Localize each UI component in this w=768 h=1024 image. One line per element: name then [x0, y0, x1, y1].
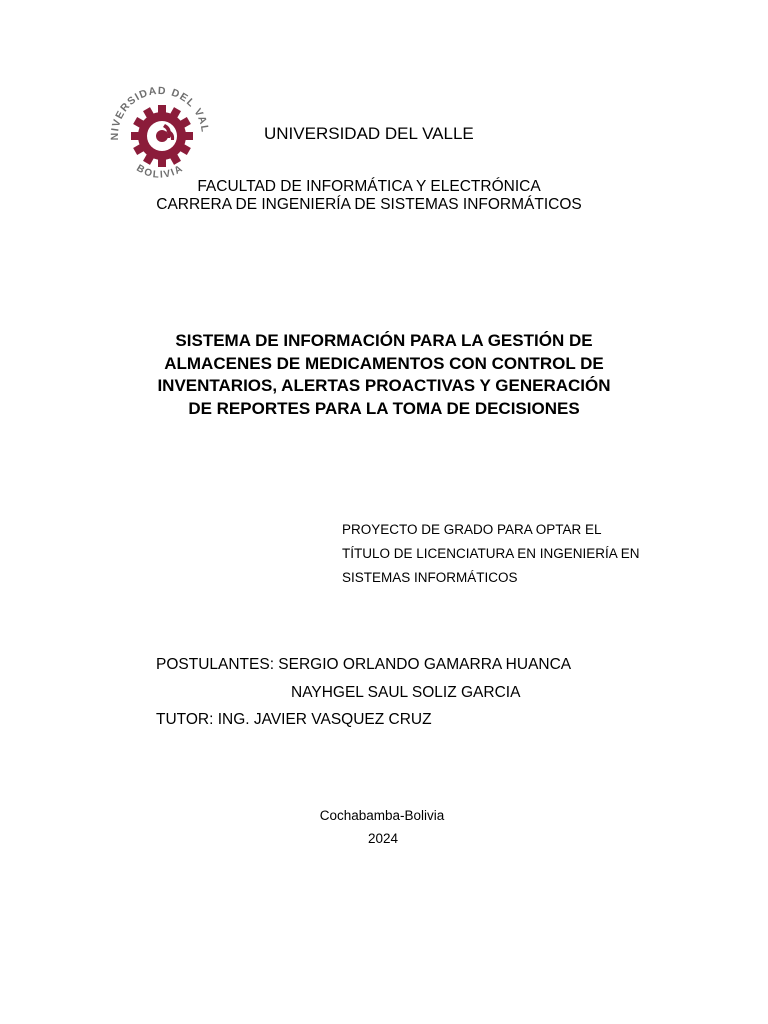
- tutor-line: TUTOR: ING. JAVIER VASQUEZ CRUZ: [156, 711, 432, 728]
- seal-ring-text-bottom: BOLIVIA: [134, 162, 186, 181]
- seal-ring-text-top: NIVERSIDAD DEL VAL: [108, 84, 211, 141]
- postulantes-line: POSTULANTES: SERGIO ORLANDO GAMARRA HUANCA: [156, 656, 572, 673]
- thesis-title: [104, 330, 664, 420]
- degree-line: TÍTULO DE LICENCIATURA EN INGENIERÍA EN: [342, 546, 640, 561]
- university-name: UNIVERSIDAD DEL VALLE: [264, 124, 474, 143]
- thesis-title-line: SISTEMA DE INFORMACIÓN PARA LA GESTIÓN DE: [175, 331, 593, 350]
- university-seal-icon: [104, 84, 216, 188]
- thesis-title-line: INVENTARIOS, ALERTAS PROACTIVAS Y GENERACIÓN: [157, 376, 611, 395]
- career-name: CARRERA DE INGENIERÍA DE SISTEMAS INFORMÁTICOS: [156, 196, 582, 213]
- degree-line: SISTEMAS INFORMÁTICOS: [342, 570, 518, 585]
- faculty-name: FACULTAD DE INFORMÁTICA Y ELECTRÓNICA: [197, 178, 541, 195]
- degree-line: PROYECTO DE GRADO PARA OPTAR EL: [342, 522, 602, 537]
- degree-statement: [342, 518, 640, 590]
- city-location: Cochabamba-Bolivia: [319, 808, 445, 823]
- second-postulant: NAYHGEL SAUL SOLIZ GARCIA: [291, 684, 521, 701]
- year: 2024: [367, 831, 399, 846]
- gear-icon: [131, 105, 193, 167]
- thesis-title-line: DE REPORTES PARA LA TOMA DE DECISIONES: [188, 398, 580, 418]
- thesis-title-line: ALMACENES DE MEDICAMENTOS CON CONTROL DE: [164, 353, 604, 373]
